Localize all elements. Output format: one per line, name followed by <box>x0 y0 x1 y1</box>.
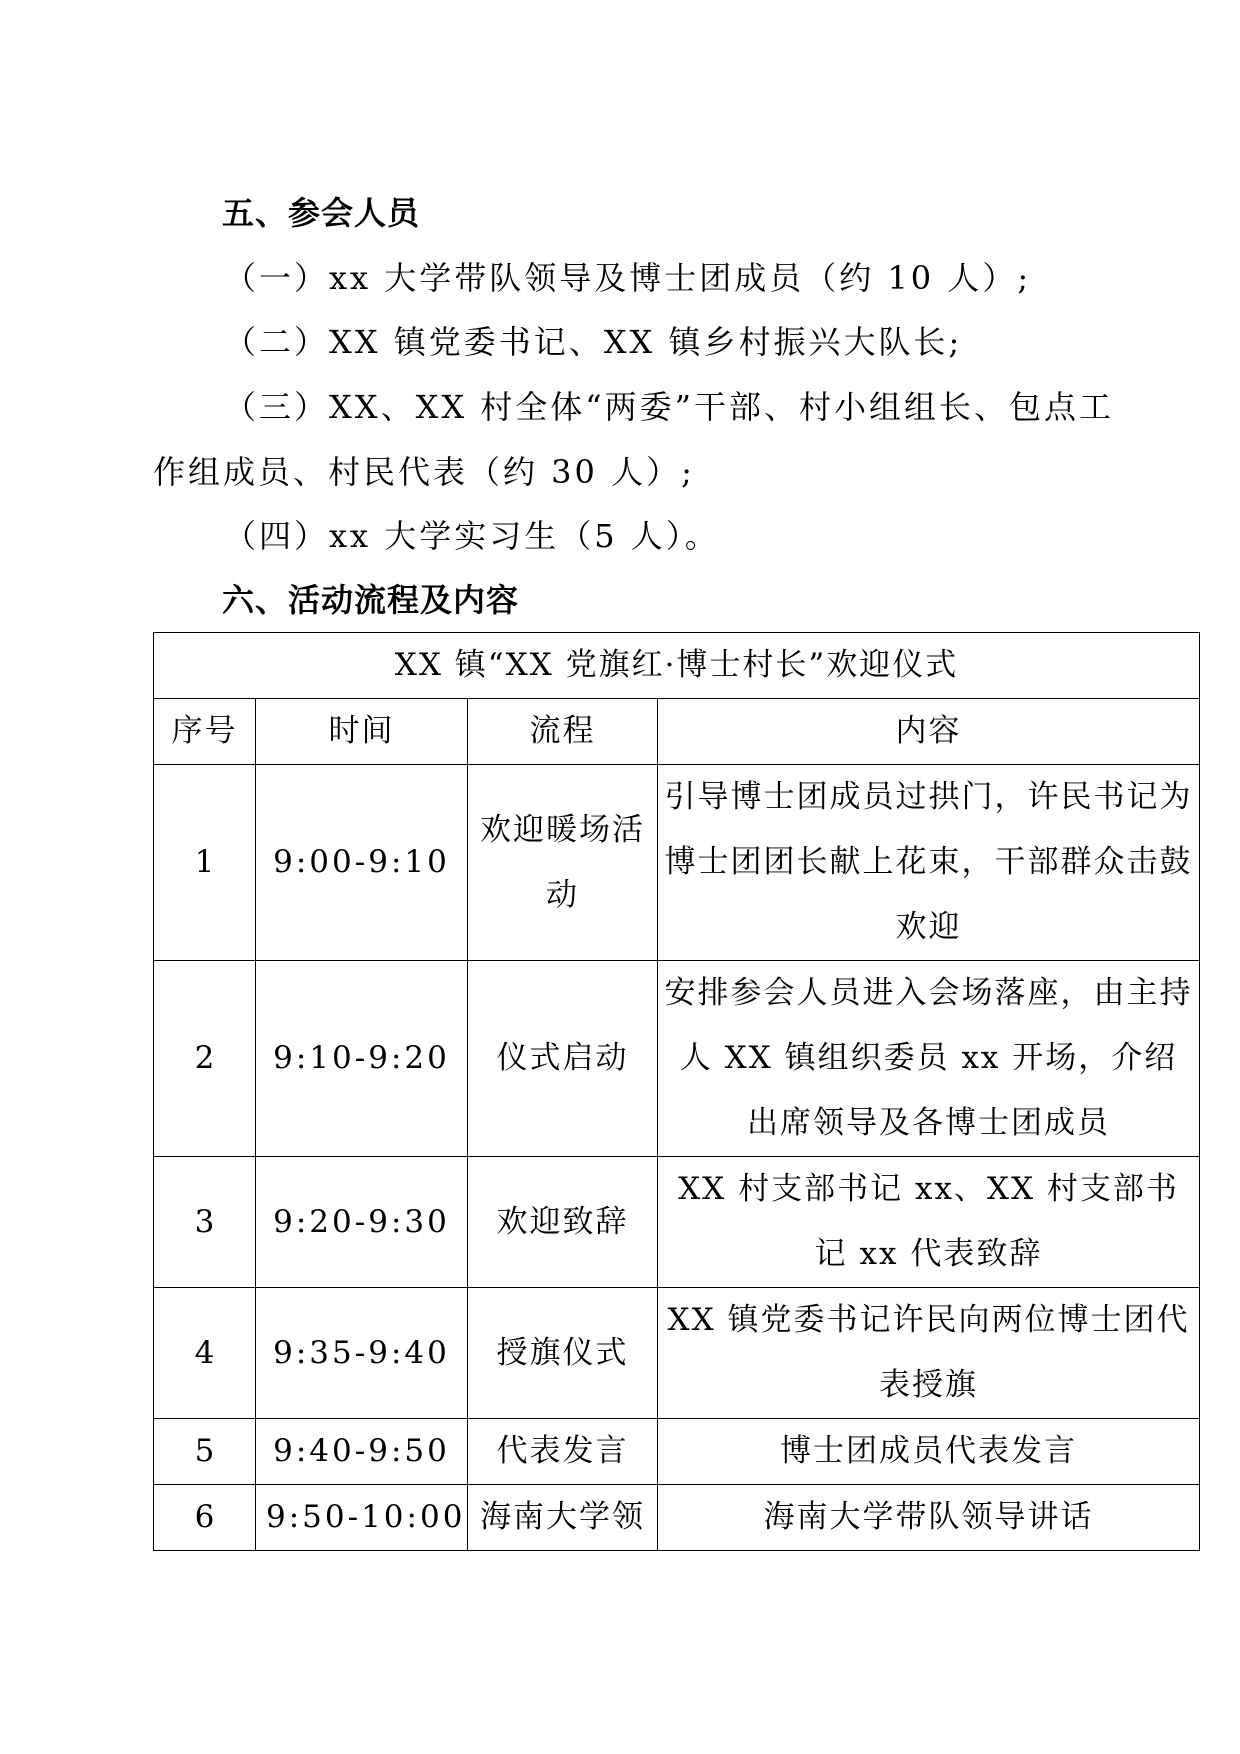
table-row <box>154 1288 1200 1419</box>
attendee-item-3-continued: 作组成员、村民代表（约 30 人）; <box>153 453 695 491</box>
header-no: 序号 <box>154 699 256 765</box>
attendee-item-3: （三）XX、XX 村全体“两委”干部、村小组组长、包点工 <box>224 388 1115 426</box>
attendee-item-2: （二）XX 镇党委书记、XX 镇乡村振兴大队长; <box>224 323 963 361</box>
row-step: 仪式启动 <box>468 961 658 1157</box>
table-caption: XX 镇“XX 党旗红·博士村长”欢迎仪式 <box>154 633 1200 699</box>
row-content: 博士团成员代表发言 <box>658 1419 1200 1485</box>
row-no: 2 <box>154 961 256 1157</box>
table-caption-row <box>154 633 1200 699</box>
row-content: XX 村支部书记 xx、XX 村支部书记 xx 代表致辞 <box>658 1157 1200 1288</box>
header-step: 流程 <box>468 699 658 765</box>
table-header-row <box>154 699 1200 765</box>
row-step: 欢迎致辞 <box>468 1157 658 1288</box>
row-time: 9:50-10:00 <box>256 1485 468 1551</box>
table-row <box>154 1485 1200 1551</box>
row-step: 代表发言 <box>468 1419 658 1485</box>
header-time: 时间 <box>256 699 468 765</box>
row-no: 6 <box>154 1485 256 1551</box>
attendee-item-4: （四）xx 大学实习生（5 人）。 <box>224 517 720 555</box>
row-time: 9:10-9:20 <box>256 961 468 1157</box>
header-content: 内容 <box>658 699 1200 765</box>
row-step: 欢迎暖场活动 <box>468 765 658 961</box>
row-content: 引导博士团成员过拱门，许民书记为博士团团长献上花束，干部群众击鼓欢迎 <box>658 765 1200 961</box>
row-step: 海南大学领 <box>468 1485 658 1551</box>
table-row <box>154 1157 1200 1288</box>
attendee-item-1: （一）xx 大学带队领导及博士团成员（约 10 人）; <box>224 259 1032 297</box>
activity-schedule-table <box>153 632 1200 1551</box>
section-6-heading: 六、活动流程及内容 <box>222 581 520 619</box>
row-step: 授旗仪式 <box>468 1288 658 1419</box>
row-time: 9:40-9:50 <box>256 1419 468 1485</box>
row-time: 9:00-9:10 <box>256 765 468 961</box>
row-no: 5 <box>154 1419 256 1485</box>
row-time: 9:20-9:30 <box>256 1157 468 1288</box>
row-time: 9:35-9:40 <box>256 1288 468 1419</box>
section-5-heading: 五、参会人员 <box>222 194 421 232</box>
table-row <box>154 1419 1200 1485</box>
row-no: 4 <box>154 1288 256 1419</box>
row-content: XX 镇党委书记许民向两位博士团代表授旗 <box>658 1288 1200 1419</box>
row-no: 1 <box>154 765 256 961</box>
table-row <box>154 961 1200 1157</box>
row-content: 海南大学带队领导讲话 <box>658 1485 1200 1551</box>
table-row <box>154 765 1200 961</box>
row-no: 3 <box>154 1157 256 1288</box>
row-content: 安排参会人员进入会场落座，由主持人 XX 镇组织委员 xx 开场，介绍出席领导及各博士团成员 <box>658 961 1200 1157</box>
